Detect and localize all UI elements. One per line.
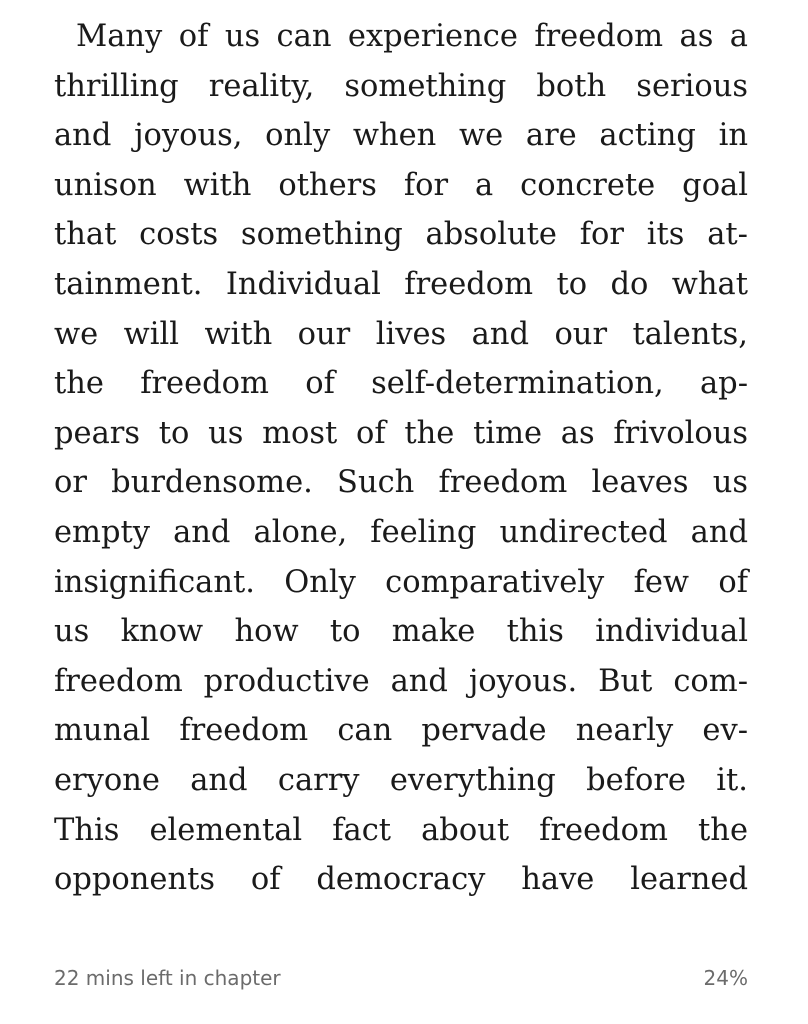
time-left-in-chapter[interactable]: 22 mins left in chapter xyxy=(54,966,281,990)
text-line: This elemental fact about freedom the xyxy=(54,812,748,848)
reading-progress-footer[interactable] xyxy=(54,966,748,996)
text-line: we will with our lives and our talents, xyxy=(54,316,748,352)
reader-page[interactable] xyxy=(54,12,748,905)
text-line: us know how to make this individual xyxy=(54,614,748,650)
text-line: opponents of democracy have learned xyxy=(54,862,748,898)
text-line: pears to us most of the time as frivolous xyxy=(54,415,748,451)
text-line: freedom productive and joyous. But com- xyxy=(54,663,748,699)
text-line: empty and alone, feeling undirected and xyxy=(54,514,748,550)
text-line: that costs something absolute for its at- xyxy=(54,217,748,253)
text-line: tainment. Individual freedom to do what xyxy=(54,266,748,302)
text-line: and joyous, only when we are acting in xyxy=(54,118,748,154)
text-line: eryone and carry everything before it. xyxy=(54,762,748,798)
text-line: the freedom of self-determination, ap- xyxy=(54,366,748,402)
text-line: or burdensome. Such freedom leaves us xyxy=(54,465,748,501)
text-line: munal freedom can pervade nearly ev- xyxy=(54,713,748,749)
text-line: insignificant. Only comparatively few of xyxy=(54,564,748,600)
text-line: thrilling reality, something both serious xyxy=(54,68,748,104)
book-progress-percent[interactable]: 24% xyxy=(703,966,748,990)
text-line: Many of us can experience freedom as a xyxy=(76,19,748,54)
text-line: unison with others for a concrete goal xyxy=(54,167,748,203)
